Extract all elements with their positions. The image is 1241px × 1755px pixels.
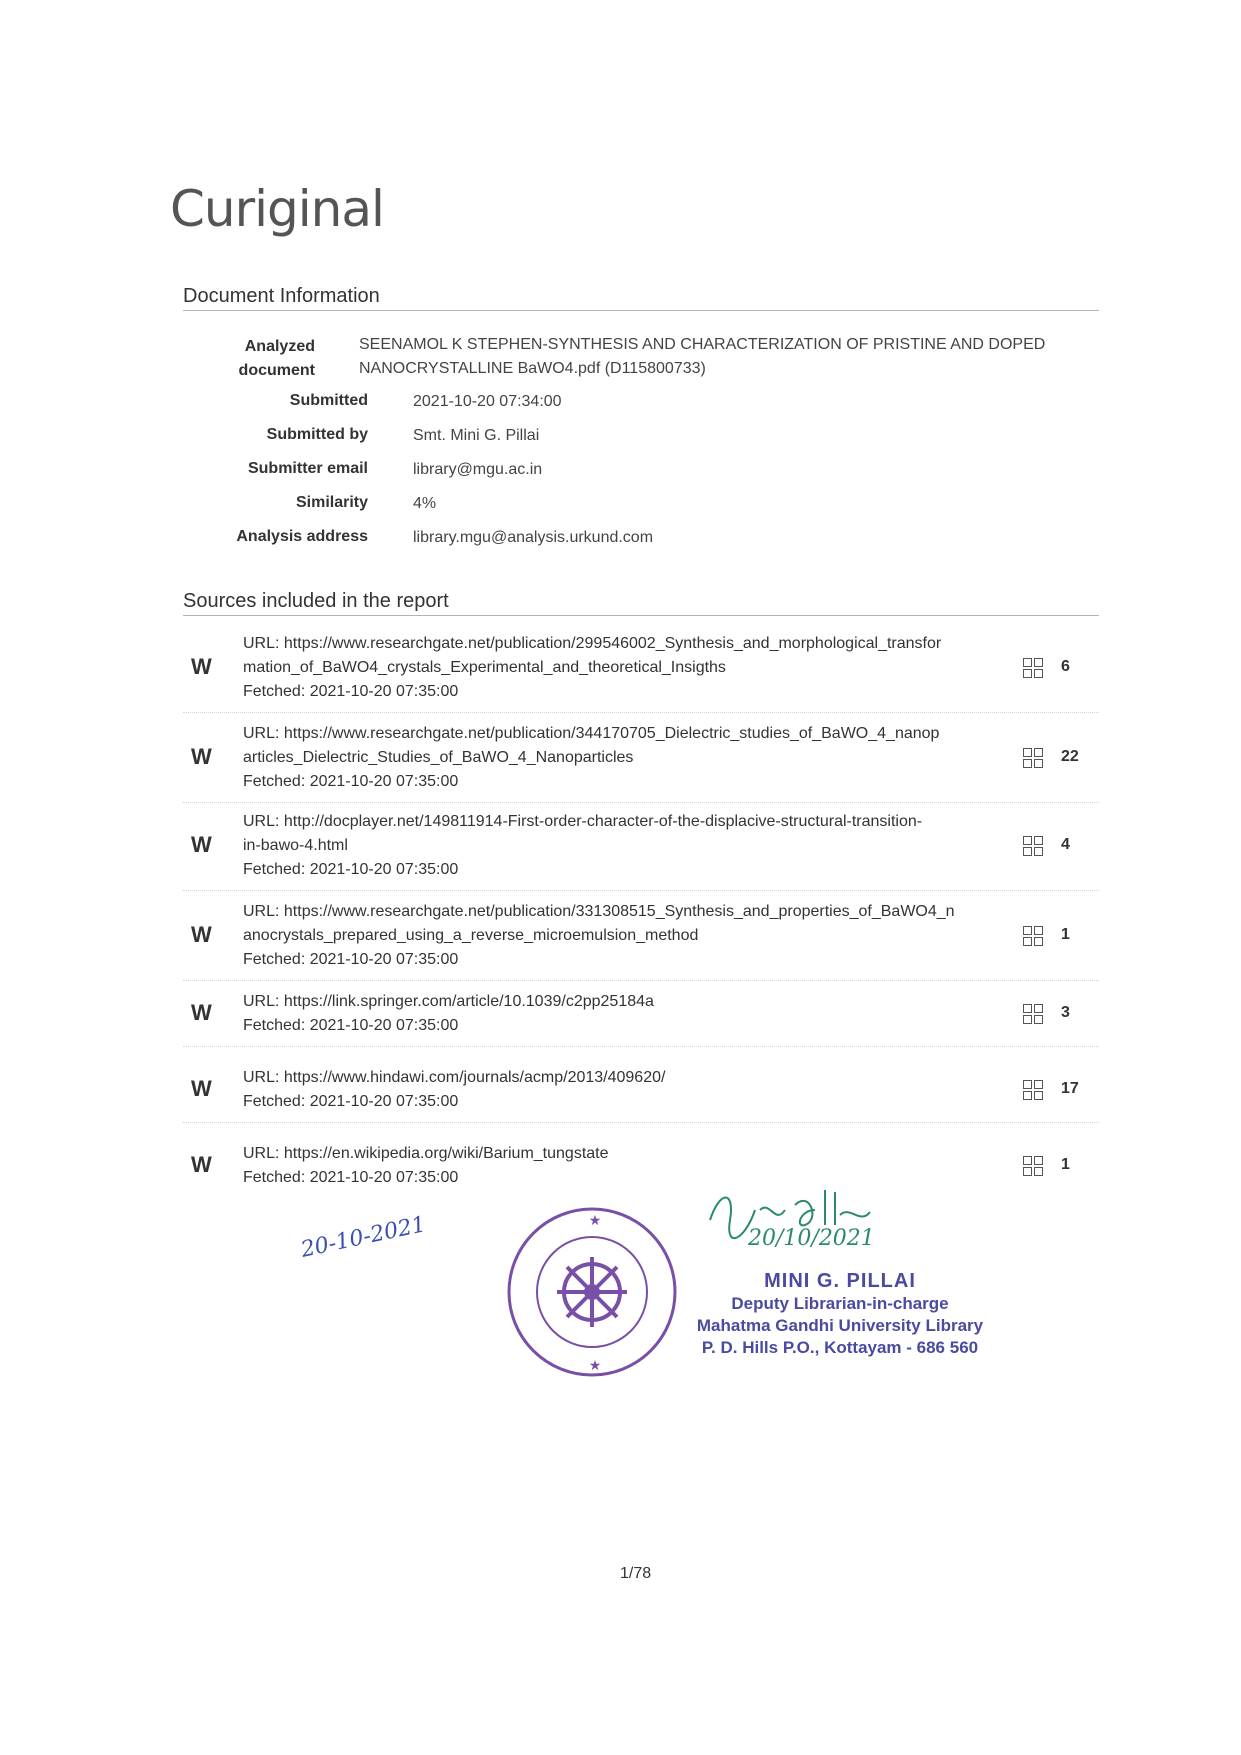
source-fetched: Fetched: 2021-10-20 07:35:00: [243, 773, 459, 790]
source-row[interactable]: [183, 810, 1099, 882]
grid-icon[interactable]: [1023, 748, 1043, 768]
source-fetched: Fetched: 2021-10-20 07:35:00: [243, 683, 459, 700]
match-count: 4: [1061, 836, 1070, 853]
submitted-by-label: Submitted by: [266, 426, 368, 443]
source-fetched: Fetched: 2021-10-20 07:35:00: [243, 861, 459, 878]
analyzed-document-label: Analyzed document: [238, 338, 315, 379]
source-text: [243, 1066, 1013, 1114]
source-url[interactable]: URL: https://www.researchgate.net/publication/331308515_Synthesis_and_properties_of_BaWO4_n: [243, 903, 955, 920]
grid-icon[interactable]: [1023, 1080, 1043, 1100]
source-text: [243, 810, 1013, 882]
signatory-title: Deputy Librarian-in-charge: [731, 1294, 949, 1313]
match-count: 1: [1061, 1156, 1070, 1173]
web-source-icon: W: [191, 922, 212, 947]
grid-icon[interactable]: [1023, 658, 1043, 678]
source-url-continued[interactable]: mation_of_BaWO4_crystals_Experimental_and_theoretical_Insigths: [243, 659, 726, 676]
row-divider: [183, 980, 1099, 981]
source-fetched: Fetched: 2021-10-20 07:35:00: [243, 1169, 459, 1186]
sources-divider: [183, 615, 1099, 616]
analyzed-document-value: SEENAMOL K STEPHEN-SYNTHESIS AND CHARACTERIZATION OF PRISTINE AND DOPED NANOCRYSTALLINE BaWO4.pdf (D115800733): [359, 336, 1046, 377]
heading-divider: [183, 310, 1099, 311]
sources-heading: Sources included in the report: [183, 590, 449, 612]
row-divider: [183, 1046, 1099, 1047]
similarity-label: Similarity: [295, 494, 368, 511]
signatory-name: MINI G. PILLAI: [764, 1270, 916, 1292]
svg-text:★: ★: [588, 1358, 602, 1374]
source-row[interactable]: [183, 1066, 1099, 1114]
source-fetched: Fetched: 2021-10-20 07:35:00: [243, 1093, 459, 1110]
web-source-icon: W: [191, 832, 212, 857]
document-information-heading: Document Information: [183, 285, 380, 307]
similarity-value: 4%: [413, 495, 437, 512]
analysis-address-value: library.mgu@analysis.urkund.com: [413, 529, 654, 546]
source-url[interactable]: URL: https://www.researchgate.net/publication/344170705_Dielectric_studies_of_BaWO_4_nanop: [243, 725, 940, 742]
curiginal-logo: Curiginal: [170, 180, 384, 238]
row-divider: [183, 802, 1099, 803]
source-row[interactable]: [183, 722, 1099, 794]
web-source-icon: W: [191, 1152, 212, 1177]
signatory-org: Mahatma Gandhi University Library: [696, 1316, 984, 1335]
library-seal-stamp: [505, 1205, 680, 1380]
match-count: 1: [1061, 926, 1070, 943]
source-url[interactable]: URL: https://en.wikipedia.org/wiki/Barium_tungstate: [243, 1145, 609, 1162]
source-url[interactable]: URL: http://docplayer.net/149811914-First-order-character-of-the-displacive-structural-transition-: [243, 813, 923, 830]
web-source-icon: W: [191, 1000, 212, 1025]
source-row[interactable]: [183, 1142, 1099, 1190]
grid-icon[interactable]: [1023, 836, 1043, 856]
submitted-value: 2021-10-20 07:34:00: [413, 393, 562, 410]
page-number: 1/78: [620, 1565, 652, 1582]
web-source-icon: W: [191, 1076, 212, 1101]
source-url[interactable]: URL: https://www.researchgate.net/publication/299546002_Synthesis_and_morphological_transfor: [243, 635, 942, 652]
submitted-label: Submitted: [289, 392, 368, 409]
source-row[interactable]: [183, 632, 1099, 704]
web-source-icon: W: [191, 744, 212, 769]
handwritten-note: 20-10-2021: [298, 1212, 429, 1263]
signatory-address: P. D. Hills P.O., Kottayam - 686 560: [701, 1338, 979, 1357]
source-row[interactable]: [183, 990, 1099, 1038]
source-text: [243, 632, 1013, 704]
match-count: 17: [1061, 1080, 1079, 1097]
source-fetched: Fetched: 2021-10-20 07:35:00: [243, 1017, 459, 1034]
submitter-email-value: library@mgu.ac.in: [413, 461, 543, 478]
match-count: 22: [1061, 748, 1079, 765]
grid-icon[interactable]: [1023, 1004, 1043, 1024]
grid-icon[interactable]: [1023, 1156, 1043, 1176]
source-url[interactable]: URL: https://www.hindawi.com/journals/acmp/2013/409620/: [243, 1069, 666, 1086]
row-divider: [183, 890, 1099, 891]
signature-block: [690, 1270, 990, 1359]
row-divider: [183, 1122, 1099, 1123]
match-count: 3: [1061, 1004, 1070, 1021]
source-url[interactable]: URL: https://link.springer.com/article/10.1039/c2pp25184a: [243, 993, 654, 1010]
source-url-continued[interactable]: anocrystals_prepared_using_a_reverse_microemulsion_method: [243, 927, 699, 944]
source-text: [243, 990, 1013, 1038]
submitter-email-label: Submitter email: [247, 460, 368, 477]
signature-date: 20/10/2021: [748, 1226, 875, 1251]
analysis-address-label: Analysis address: [236, 528, 368, 545]
match-count: 6: [1061, 658, 1070, 675]
grid-icon[interactable]: [1023, 926, 1043, 946]
row-divider: [183, 712, 1099, 713]
submitted-by-value: Smt. Mini G. Pillai: [413, 427, 540, 444]
web-source-icon: W: [191, 654, 212, 679]
svg-text:★: ★: [588, 1213, 602, 1229]
source-text: [243, 900, 1013, 972]
source-url-continued[interactable]: in-bawo-4.html: [243, 837, 348, 854]
source-url-continued[interactable]: articles_Dielectric_Studies_of_BaWO_4_Nanoparticles: [243, 749, 634, 766]
source-text: [243, 722, 1013, 794]
source-fetched: Fetched: 2021-10-20 07:35:00: [243, 951, 459, 968]
source-row[interactable]: [183, 900, 1099, 972]
